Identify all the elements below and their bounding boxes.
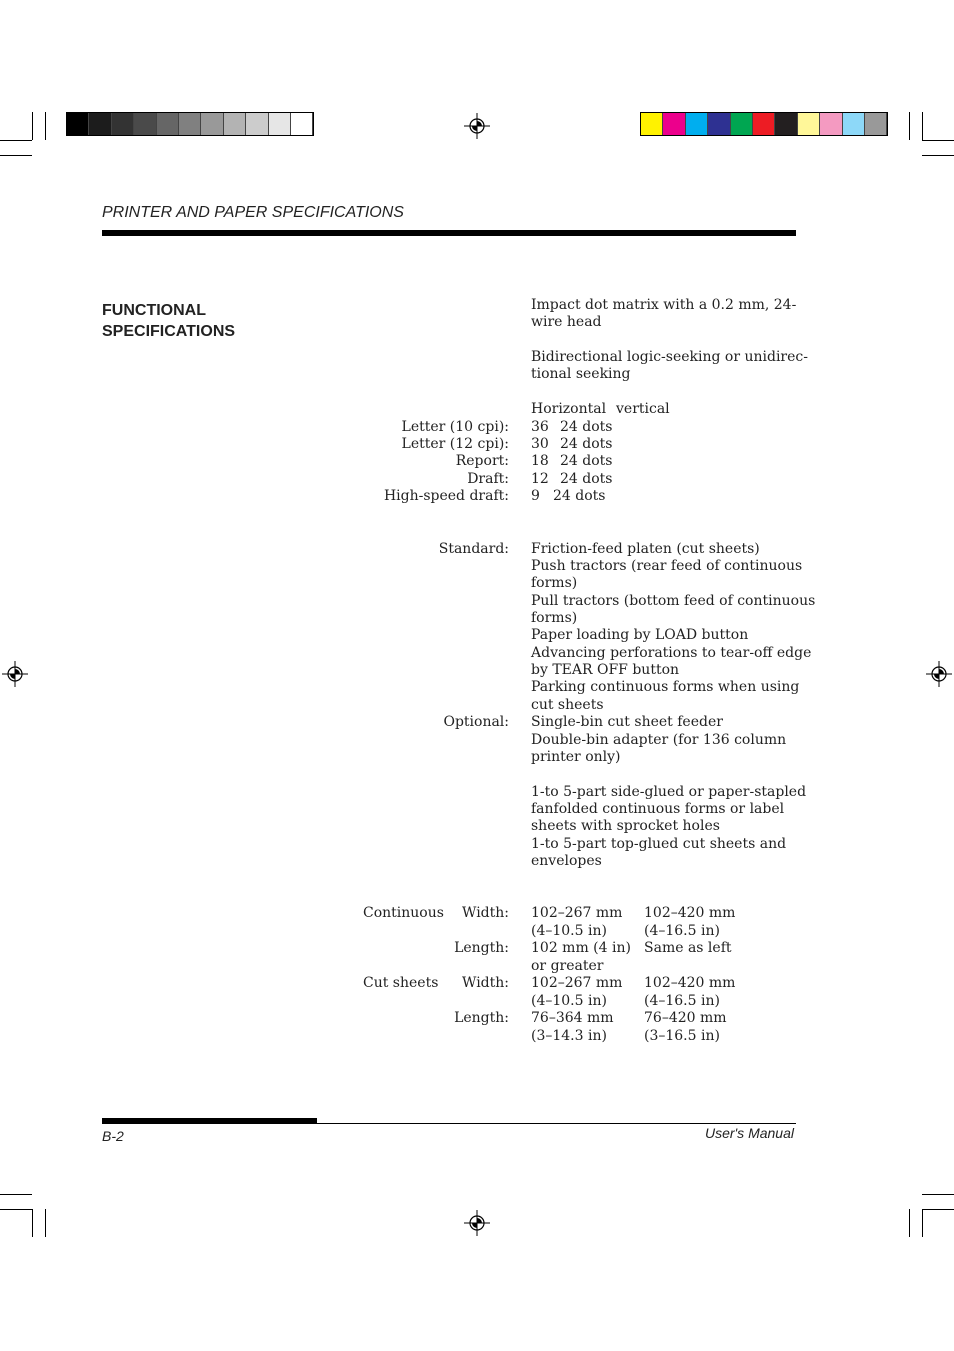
print-direction-line2: tional seeking [531, 366, 631, 382]
gray-swatch [179, 113, 201, 135]
paper-handling-standard-line: forms) [531, 575, 578, 591]
gray-swatch [134, 113, 156, 135]
color-swatch [641, 113, 663, 135]
paper-size-continuous-label: Continuous [363, 905, 444, 921]
paper-size-cut-length-b: (3–16.5 in) [644, 1028, 720, 1044]
paper-size-cut-length-a: (3–14.3 in) [531, 1028, 607, 1044]
registration-mark-right [926, 661, 952, 687]
resolution-row-horizontal: 30 [531, 436, 549, 452]
resolution-row-label: Report: [455, 453, 509, 469]
paper-size-cont-length-a: or greater [531, 958, 604, 974]
print-direction-line1: Bidirectional logic-seeking or unidirec- [531, 349, 808, 365]
resolution-row-horizontal: 18 [531, 453, 549, 469]
gray-swatch [291, 113, 313, 135]
resolution-row-vertical: 24 dots [560, 436, 613, 452]
paper-size-cut-label: Cut sheets [363, 975, 439, 991]
paper-size-cut-width-b: (4–16.5 in) [644, 993, 720, 1009]
color-swatch [753, 113, 775, 135]
paper-handling-standard-line: Push tractors (rear feed of continuous [531, 558, 803, 574]
color-swatch [663, 113, 685, 135]
page-number: B-2 [102, 1128, 124, 1144]
paper-handling-standard-line: Advancing perforations to tear-off edge [531, 645, 812, 661]
paper-size-cont-width-b: (4–16.5 in) [644, 923, 720, 939]
paper-handling-standard-line: cut sheets [531, 697, 604, 713]
gray-swatch [89, 113, 111, 135]
registration-mark-left [2, 661, 28, 687]
paper-handling-standard-line: Parking continuous forms when using [531, 679, 800, 695]
paper-size-cont-width-a: (4–10.5 in) [531, 923, 607, 939]
color-swatch [731, 113, 753, 135]
color-calibration-bar [640, 112, 888, 136]
paper-types-line: fanfolded continuous forms or label [531, 801, 785, 817]
footer-rule-thin [102, 1123, 796, 1124]
resolution-col-vertical: vertical [616, 401, 670, 417]
section-heading [102, 300, 235, 342]
paper-size-length-label: Length: [454, 1010, 509, 1026]
resolution-row-label: High-speed draft: [383, 488, 509, 504]
color-swatch [865, 113, 887, 135]
gray-swatch [67, 113, 89, 135]
paper-size-cut-width-b: 102–420 mm [644, 975, 736, 991]
gray-swatch [224, 113, 246, 135]
section-heading-line1: FUNCTIONAL [102, 302, 206, 319]
gray-swatch [112, 113, 134, 135]
print-head-line1: Impact dot matrix with a 0.2 mm, 24- [531, 297, 797, 313]
gray-swatch [157, 113, 179, 135]
manual-title: User's Manual [704, 1125, 794, 1141]
color-swatch [775, 113, 797, 135]
gray-swatch [269, 113, 291, 135]
paper-size-cut-width-a: 102–267 mm [531, 975, 623, 991]
resolution-row-vertical: 24 dots [560, 419, 613, 435]
registration-mark-top [464, 113, 490, 139]
color-swatch [843, 113, 865, 135]
registration-mark-bottom [464, 1210, 490, 1236]
resolution-row-vertical: 24 dots [553, 488, 606, 504]
section-heading-line2: SPECIFICATIONS [102, 323, 236, 340]
grayscale-calibration-bar [66, 112, 314, 136]
paper-handling-optional-label: Optional: [443, 714, 509, 730]
color-swatch [798, 113, 820, 135]
paper-handling-standard-line: forms) [531, 610, 578, 626]
paper-size-cut-length-b: 76–420 mm [644, 1010, 727, 1026]
paper-handling-optional-line: Double-bin adapter (for 136 column [531, 732, 787, 748]
resolution-row-label: Draft: [467, 471, 509, 487]
paper-handling-standard-line: Friction-feed platen (cut sheets) [531, 541, 760, 557]
page-header-title: PRINTER AND PAPER SPECIFICATIONS [102, 204, 404, 221]
paper-size-cont-length-a: 102 mm (4 in) [531, 940, 631, 956]
paper-size-width-label: Width: [462, 975, 509, 991]
paper-size-cont-width-a: 102–267 mm [531, 905, 623, 921]
paper-size-cut-width-a: (4–10.5 in) [531, 993, 607, 1009]
resolution-row-horizontal: 9 [531, 488, 540, 504]
color-swatch [708, 113, 730, 135]
resolution-row-label: Letter (10 cpi): [401, 419, 509, 435]
paper-handling-optional-line: Single-bin cut sheet feeder [531, 714, 723, 730]
paper-handling-standard-label: Standard: [438, 541, 509, 557]
paper-types-line: sheets with sprocket holes [531, 818, 720, 834]
gray-swatch [201, 113, 223, 135]
paper-size-cont-width-b: 102–420 mm [644, 905, 736, 921]
resolution-row-horizontal: 12 [531, 471, 549, 487]
resolution-row-label: Letter (12 cpi): [401, 436, 509, 452]
color-swatch [820, 113, 842, 135]
paper-size-width-label: Width: [462, 905, 509, 921]
header-rule [102, 230, 796, 236]
resolution-row-vertical: 24 dots [560, 453, 613, 469]
resolution-row-vertical: 24 dots [560, 471, 613, 487]
paper-size-cont-length-b: Same as left [644, 940, 732, 956]
paper-size-cut-length-a: 76–364 mm [531, 1010, 614, 1026]
paper-types-line: 1-to 5-part top-glued cut sheets and [531, 836, 787, 852]
paper-size-length-label: Length: [454, 940, 509, 956]
color-swatch [686, 113, 708, 135]
paper-handling-standard-line: Pull tractors (bottom feed of continuous [531, 593, 816, 609]
print-head-line2: wire head [531, 314, 602, 330]
gray-swatch [246, 113, 268, 135]
resolution-col-horizontal: Horizontal [531, 401, 607, 417]
resolution-row-horizontal: 36 [531, 419, 549, 435]
paper-handling-optional-line: printer only) [531, 749, 621, 765]
paper-handling-standard-line: by TEAR OFF button [531, 662, 680, 678]
paper-types-line: 1-to 5-part side-glued or paper-stapled [531, 784, 807, 800]
paper-handling-standard-line: Paper loading by LOAD button [531, 627, 749, 643]
paper-types-line: envelopes [531, 853, 602, 869]
